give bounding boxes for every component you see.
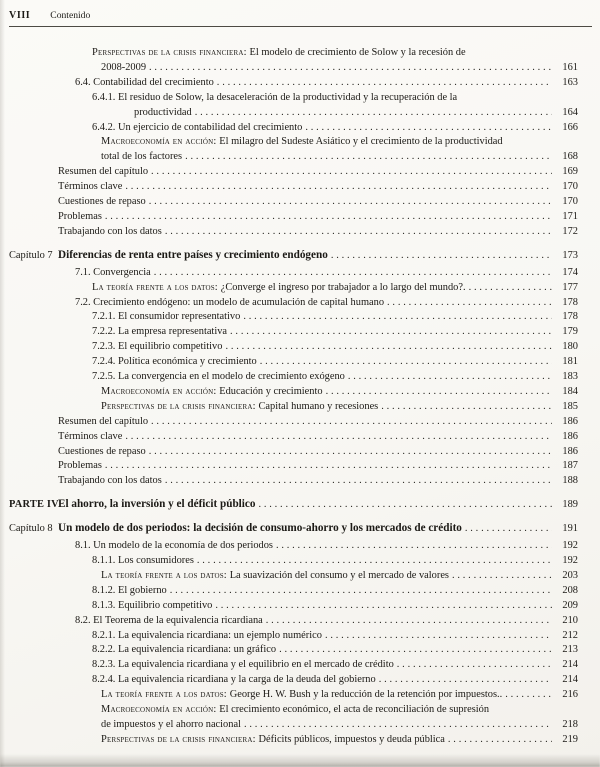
- dot-leader: [381, 400, 552, 415]
- entry-text: 7.2.4. Política económica y crecimiento: [92, 356, 257, 368]
- feature-box-label: Perspectivas de la crisis financiera:: [101, 733, 259, 745]
- toc-entry: [58, 400, 578, 415]
- entry-text: George H. W. Bush y la reducción de la retención por impuestos..: [229, 689, 503, 701]
- entry-page-number: 188: [562, 475, 578, 487]
- dot-leader: [197, 554, 552, 569]
- toc-row: [9, 340, 578, 355]
- feature-box-label: Macroeconomía en acción:: [101, 704, 220, 716]
- toc-row: [9, 614, 578, 629]
- entry-page-number: 164: [562, 106, 578, 118]
- toc-row: [9, 355, 578, 370]
- toc-row: [9, 121, 578, 136]
- toc-heading-row: [9, 248, 578, 264]
- toc-entry: [58, 415, 578, 430]
- entry-page-number: 186: [562, 445, 578, 457]
- toc-row: [9, 673, 578, 688]
- toc-row: [9, 474, 578, 489]
- toc-entry: [58, 46, 578, 61]
- entry-text: La suavización del consumo y el mercado de valores: [229, 569, 449, 581]
- entry-page-number: 178: [562, 311, 578, 323]
- entry-page-number: 169: [562, 166, 578, 178]
- toc-entry: [58, 325, 578, 340]
- entry-page-number: 170: [562, 196, 578, 208]
- entry-text: Términos clave: [58, 430, 123, 442]
- dot-leader: [225, 340, 552, 355]
- toc-row: [9, 165, 578, 180]
- entry-page-number: 192: [562, 540, 578, 552]
- toc-row: [9, 385, 578, 400]
- toc-entry: [58, 248, 578, 264]
- entry-text: 2008-2009: [101, 61, 147, 73]
- entry-page-number: 172: [562, 225, 578, 237]
- entry-page-number: 184: [562, 385, 578, 397]
- toc-entry: [58, 688, 578, 703]
- dot-leader: [105, 210, 552, 225]
- feature-box-label: La teoría frente a los datos:: [92, 281, 221, 293]
- entry-page-number: 214: [562, 659, 578, 671]
- entry-text: 7.2.2. La empresa representativa: [92, 326, 228, 338]
- dot-leader: [452, 569, 552, 584]
- dot-leader: [348, 370, 552, 385]
- feature-box-label: Perspectivas de la crisis financiera:: [101, 400, 259, 412]
- entry-text: 8.2.2. La equivalencia ricardiana: un gráfico: [92, 644, 277, 656]
- entry-page-number: 166: [562, 121, 578, 133]
- running-header-title: Contenido: [50, 10, 91, 21]
- entry-page-number: 170: [562, 181, 578, 193]
- dot-leader: [279, 643, 552, 658]
- dot-leader: [149, 61, 552, 76]
- entry-page-number: 177: [562, 281, 578, 293]
- dot-leader: [125, 180, 552, 195]
- entry-page-number: 185: [562, 400, 578, 412]
- entry-page-number: 212: [562, 629, 578, 641]
- toc-row: [9, 415, 578, 430]
- toc-row: [9, 195, 578, 210]
- dot-leader: [149, 195, 552, 210]
- entry-text: 7.2.5. La convergencia en el modelo de crecimiento exógeno: [92, 371, 345, 383]
- entry-page-number: 213: [562, 644, 578, 656]
- toc-entry: [58, 430, 578, 445]
- entry-text: El modelo de crecimiento de Solow y la recesión de: [249, 47, 466, 58]
- toc-row: [9, 733, 578, 748]
- toc-entry: [58, 61, 578, 76]
- entry-text: Déficits públicos, impuestos y deuda pública: [258, 733, 445, 745]
- toc-entry: [58, 266, 578, 281]
- toc-entry: [58, 658, 578, 673]
- toc-row: [9, 400, 578, 415]
- dot-leader: [331, 248, 552, 264]
- toc-row: [9, 643, 578, 658]
- toc-entry: [58, 340, 578, 355]
- entry-text: 8.1.1. Los consumidores: [92, 555, 194, 566]
- feature-box-label: Perspectivas de la crisis financiera:: [92, 47, 250, 58]
- toc-entry: [58, 310, 578, 325]
- toc-entry: [58, 355, 578, 370]
- dot-leader: [125, 430, 552, 445]
- dot-leader: [244, 718, 552, 733]
- dot-leader: [185, 150, 552, 165]
- toc-row: [9, 296, 578, 311]
- toc-entry: [58, 180, 578, 195]
- entry-text: Resumen del capítulo: [58, 166, 149, 178]
- toc-entry: [58, 643, 578, 658]
- entry-text: 8.1.3. Equilibrio competitivo: [92, 599, 213, 611]
- entry-text: El ahorro, la inversión y el déficit público: [58, 498, 256, 511]
- toc-row: [9, 150, 578, 165]
- entry-page-number: 191: [562, 523, 578, 535]
- margin-label: PARTE IV: [9, 499, 59, 511]
- entry-page-number: 163: [562, 76, 578, 88]
- entry-text: Trabajando con los datos: [58, 475, 162, 487]
- entry-text: 8.2.1. La equivalencia ricardiana: un ejemplo numérico: [92, 629, 322, 641]
- toc-entry: [58, 703, 578, 718]
- entry-text: productividad: [134, 106, 192, 118]
- toc-row: [9, 718, 578, 733]
- toc-entry: [58, 629, 578, 644]
- dot-leader: [154, 266, 552, 281]
- toc-entry: [58, 521, 578, 537]
- toc-row: [9, 91, 578, 106]
- toc-entry: [58, 165, 578, 180]
- entry-text: Problemas: [58, 460, 102, 472]
- entry-page-number: 174: [562, 266, 578, 278]
- entry-text: 8.2.4. La equivalencia ricardiana y la carga de la deuda del gobierno: [92, 674, 376, 686]
- toc-entry: [58, 584, 578, 599]
- toc-entry: [58, 673, 578, 688]
- dot-leader: [465, 521, 552, 537]
- toc-entry: [58, 539, 578, 554]
- toc-row: [9, 281, 578, 296]
- header-rule: [9, 26, 592, 27]
- toc-row: [9, 445, 578, 460]
- dot-leader: [260, 355, 552, 370]
- scan-edge-left: [0, 0, 5, 767]
- toc-row: [9, 599, 578, 614]
- feature-box-label: Macroeconomía en acción:: [101, 136, 220, 148]
- toc-row: [9, 180, 578, 195]
- toc-row: [9, 629, 578, 644]
- toc-entry: [58, 91, 578, 106]
- entry-page-number: 180: [562, 341, 578, 353]
- toc-entry: [58, 599, 578, 614]
- toc-entry: [58, 554, 578, 569]
- toc-row: [9, 210, 578, 225]
- toc-entry: [58, 614, 578, 629]
- toc-row: [9, 430, 578, 445]
- toc-row: [9, 459, 578, 474]
- dot-leader: [149, 445, 552, 460]
- table-of-contents: [9, 46, 578, 748]
- toc-entry: [58, 195, 578, 210]
- entry-text: Problemas: [58, 210, 102, 222]
- toc-row: [9, 61, 578, 76]
- entry-text: Cuestiones de repaso: [58, 445, 146, 457]
- entry-page-number: 192: [562, 555, 578, 566]
- entry-page-number: 218: [562, 718, 578, 730]
- entry-page-number: 161: [562, 61, 578, 73]
- entry-text: ¿Converge el ingreso por trabajador a lo largo del mundo?.: [220, 281, 466, 293]
- toc-entry: [58, 733, 578, 748]
- dot-leader: [379, 673, 552, 688]
- toc-entry: [58, 385, 578, 400]
- folio-page-number: VIII: [9, 10, 31, 21]
- toc-row: [9, 46, 578, 61]
- toc-row: [9, 106, 578, 121]
- entry-page-number: 181: [562, 356, 578, 368]
- entry-text: 7.1. Convergencia: [75, 266, 151, 278]
- entry-page-number: 208: [562, 584, 578, 596]
- entry-text: 6.4. Contabilidad del crecimiento: [75, 76, 214, 88]
- margin-label: Capítulo 7: [9, 249, 53, 261]
- entry-text: Resumen del capítulo: [58, 415, 149, 427]
- toc-row: [9, 688, 578, 703]
- dot-leader: [469, 281, 552, 296]
- dot-leader: [258, 497, 552, 513]
- dot-leader: [326, 385, 552, 400]
- toc-row: [9, 539, 578, 554]
- entry-text: 8.1.2. El gobierno: [92, 584, 167, 596]
- dot-leader: [325, 629, 552, 644]
- dot-leader: [105, 459, 552, 474]
- entry-text: Cuestiones de repaso: [58, 196, 146, 208]
- toc-row: [9, 325, 578, 340]
- dot-leader: [305, 121, 552, 136]
- entry-page-number: 203: [562, 569, 578, 581]
- toc-entry: [58, 459, 578, 474]
- toc-row: [9, 370, 578, 385]
- entry-text: de impuestos y el ahorro nacional: [101, 718, 241, 730]
- dot-leader: [387, 296, 552, 311]
- entry-text: 7.2.1. El consumidor representativo: [92, 311, 241, 323]
- dot-leader: [266, 614, 552, 629]
- feature-box-label: La teoría frente a los datos:: [101, 689, 230, 701]
- toc-entry: [58, 497, 578, 513]
- scan-edge-bottom: [0, 754, 600, 767]
- dot-leader: [170, 584, 552, 599]
- dot-leader: [151, 415, 552, 430]
- feature-box-label: Macroeconomía en acción:: [101, 385, 220, 397]
- entry-text: 6.4.2. Un ejercicio de contabilidad del crecimiento: [92, 121, 303, 133]
- entry-text: El milagro del Sudeste Asiático y el crecimiento de la productividad: [219, 136, 503, 148]
- dot-leader: [397, 658, 552, 673]
- toc-entry: [58, 106, 578, 121]
- dot-leader: [276, 539, 552, 554]
- entry-text: Capital humano y recesiones: [258, 400, 379, 412]
- entry-text: 8.2.3. La equivalencia ricardiana y el equilibrio en el mercado de crédito: [92, 659, 394, 671]
- toc-row: [9, 76, 578, 91]
- toc-entry: [58, 370, 578, 385]
- entry-text: Educación y crecimiento: [219, 385, 323, 397]
- entry-page-number: 183: [562, 371, 578, 383]
- toc-heading-row: [9, 521, 578, 537]
- entry-page-number: 187: [562, 460, 578, 472]
- toc-row: [9, 584, 578, 599]
- entry-text: El crecimiento económico, el acta de reconciliación de supresión: [219, 704, 490, 716]
- entry-page-number: 186: [562, 430, 578, 442]
- entry-page-number: 216: [562, 689, 578, 701]
- toc-entry: [58, 121, 578, 136]
- entry-page-number: 189: [562, 499, 578, 511]
- entry-page-number: 179: [562, 326, 578, 338]
- dot-leader: [151, 165, 552, 180]
- feature-box-label: La teoría frente a los datos:: [101, 569, 230, 581]
- toc-entry: [58, 135, 578, 150]
- toc-row: [9, 225, 578, 240]
- toc-entry: [58, 474, 578, 489]
- dot-leader: [505, 688, 552, 703]
- toc-heading-row: [9, 497, 578, 513]
- entry-text: 8.2. El Teorema de la equivalencia ricardiana: [75, 614, 263, 626]
- toc-row: [9, 310, 578, 325]
- entry-text: 7.2. Crecimiento endógeno: un modelo de acumulación de capital humano: [75, 296, 385, 308]
- toc-row: [9, 703, 578, 718]
- toc-entry: [58, 281, 578, 296]
- dot-leader: [243, 310, 552, 325]
- dot-leader: [215, 599, 552, 614]
- dot-leader: [217, 76, 552, 91]
- dot-leader: [230, 325, 552, 340]
- dot-leader: [165, 474, 552, 489]
- entry-text: 6.4.1. El residuo de Solow, la desaceleración de la productividad y la recuperación de la: [92, 91, 458, 103]
- entry-text: Un modelo de dos periodos: la decisión de consumo-ahorro y los mercados de crédito: [58, 522, 462, 535]
- toc-entry: [58, 150, 578, 165]
- toc-row: [9, 554, 578, 569]
- entry-text: total de los factores: [101, 151, 183, 163]
- toc-row: [9, 569, 578, 584]
- entry-page-number: 173: [562, 249, 578, 261]
- toc-entry: [58, 296, 578, 311]
- entry-text: 8.1. Un modelo de la economía de dos periodos: [75, 540, 273, 552]
- entry-page-number: 214: [562, 674, 578, 686]
- entry-page-number: 219: [562, 733, 578, 745]
- running-header: [9, 8, 578, 26]
- toc-row: [9, 135, 578, 150]
- entry-page-number: 209: [562, 599, 578, 611]
- toc-entry: [58, 76, 578, 91]
- toc-entry: [58, 569, 578, 584]
- entry-page-number: 210: [562, 614, 578, 626]
- entry-page-number: 186: [562, 415, 578, 427]
- toc-row: [9, 658, 578, 673]
- entry-page-number: 168: [562, 151, 578, 163]
- dot-leader: [165, 225, 552, 240]
- toc-entry: [58, 225, 578, 240]
- toc-entry: [58, 718, 578, 733]
- entry-page-number: 171: [562, 210, 578, 222]
- entry-text: 7.2.3. El equilibrio competitivo: [92, 341, 223, 353]
- entry-text: Diferencias de renta entre países y crecimiento endógeno: [58, 248, 328, 261]
- toc-row: [9, 266, 578, 281]
- dot-leader: [448, 733, 552, 748]
- entry-text: Trabajando con los datos: [58, 225, 162, 237]
- entry-page-number: 178: [562, 296, 578, 308]
- toc-entry: [58, 445, 578, 460]
- entry-text: Términos clave: [58, 181, 123, 193]
- toc-entry: [58, 210, 578, 225]
- dot-leader: [195, 106, 552, 121]
- margin-label: Capítulo 8: [9, 523, 53, 535]
